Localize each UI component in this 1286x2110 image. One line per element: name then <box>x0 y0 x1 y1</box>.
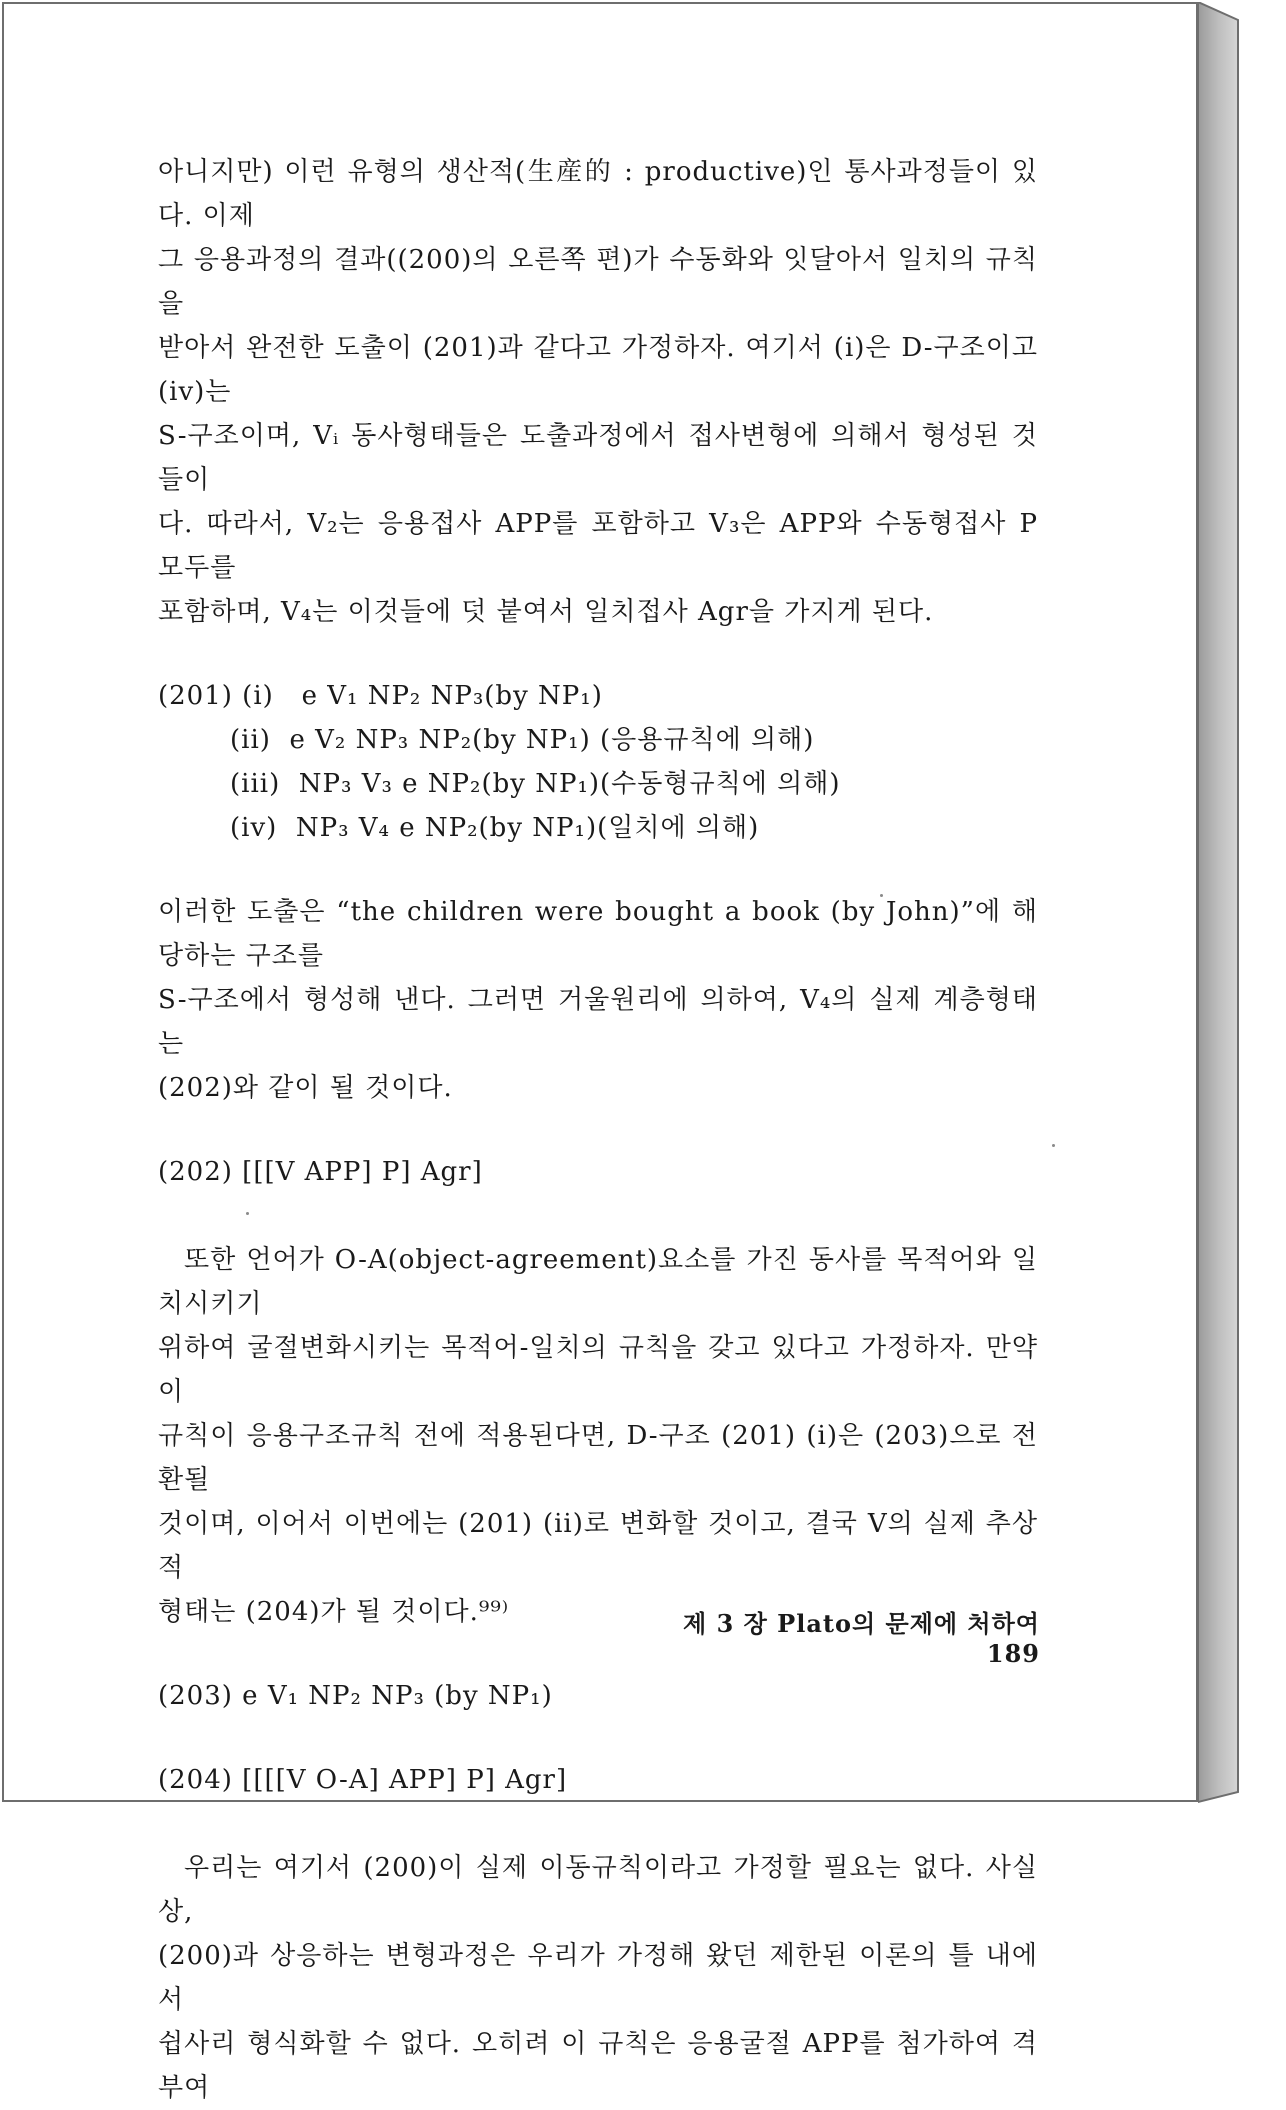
example-201-ii: (ii) e V₂ NP₃ NP₂(by NP₁) (응용규칙에 의해) <box>230 725 815 755</box>
page-body <box>158 150 1038 2110</box>
running-footer: 제 3 장 Plato의 문제에 처하여 189 <box>683 1609 1040 1668</box>
paragraph-2: 이러한 도출은 “the children were bought a book (by John)”에 해당하는 구조를 S-구조에서 형성해 낸다. 그러면 거울원리에 의하여, V₄의 실제 계층형태는 (202)와 같이 될 것이다. <box>158 897 1038 1103</box>
example-204: (204) [[[[V O-A] APP] P] Agr] <box>158 1765 568 1795</box>
example-201-i: (201) (i) e V₁ NP₂ NP₃(by NP₁) <box>158 681 603 711</box>
example-201 <box>158 674 1038 850</box>
scan-speck <box>1052 1144 1055 1147</box>
example-202: (202) [[[V APP] P] Agr] <box>158 1157 483 1187</box>
page-edge-shading <box>1198 2 1284 1804</box>
scan-speck <box>246 1212 249 1215</box>
paragraph-3: 또한 언어가 O-A(object-agreement)요소를 가진 동사를 목적어와 일치시키기 위하여 굴절변화시키는 목적어-일치의 규칙을 갖고 있다고 가정하자. 만약 이 규칙이 응용구조규칙 전에 적용된다면, D-구조 (201) (i)은 (203)으로 전환될 것이며, 이어서 이번에는 (201) (ii)로 변화할 것이고, 결국 V의 실제 추상적 형태는 (204)가 될 것이다.⁹⁹⁾ <box>158 1245 1038 1627</box>
example-201-iii: (iii) NP₃ V₃ e NP₂(by NP₁)(수동형규칙에 의해) <box>230 769 841 799</box>
scan-speck <box>880 894 883 897</box>
paragraph-4: 우리는 여기서 (200)이 실제 이동규칙이라고 가정할 필요는 없다. 사실상, (200)과 상응하는 변형과정은 우리가 가정해 왔던 제한된 이론의 틀 내에서 쉽사리 형식화할 수 없다. 오히려 이 규칙은 응용굴절 APP를 첨가하여 격부여 <box>158 1853 1038 2103</box>
paragraph-1: 아니지만) 이런 유형의 생산적(生産的 : productive)인 통사과정들이 있다. 이제 그 응용과정의 결과((200)의 오른쪽 편)가 수동화와 잇달아서 일치의 규칙을 받아서 완전한 도출이 (201)과 같다고 가정하자. 여기서 (i)은 D-구조이고 (iv)는 S-구조이며, Vᵢ 동사형태들은 도출과정에서 접사변형에 의해서 형성된 것들이 다. 따라서, V₂는 응용접사 APP를 포함하고 V₃은 APP와 수동형접사 P 모두를 포함하며, V₄는 이것들에 덧 붙여서 일치접사 Agr을 가지게 된다. <box>158 157 1038 627</box>
example-203: (203) e V₁ NP₂ NP₃ (by NP₁) <box>158 1681 553 1711</box>
example-201-iv: (iv) NP₃ V₄ e NP₂(by NP₁)(일치에 의해) <box>230 813 760 843</box>
